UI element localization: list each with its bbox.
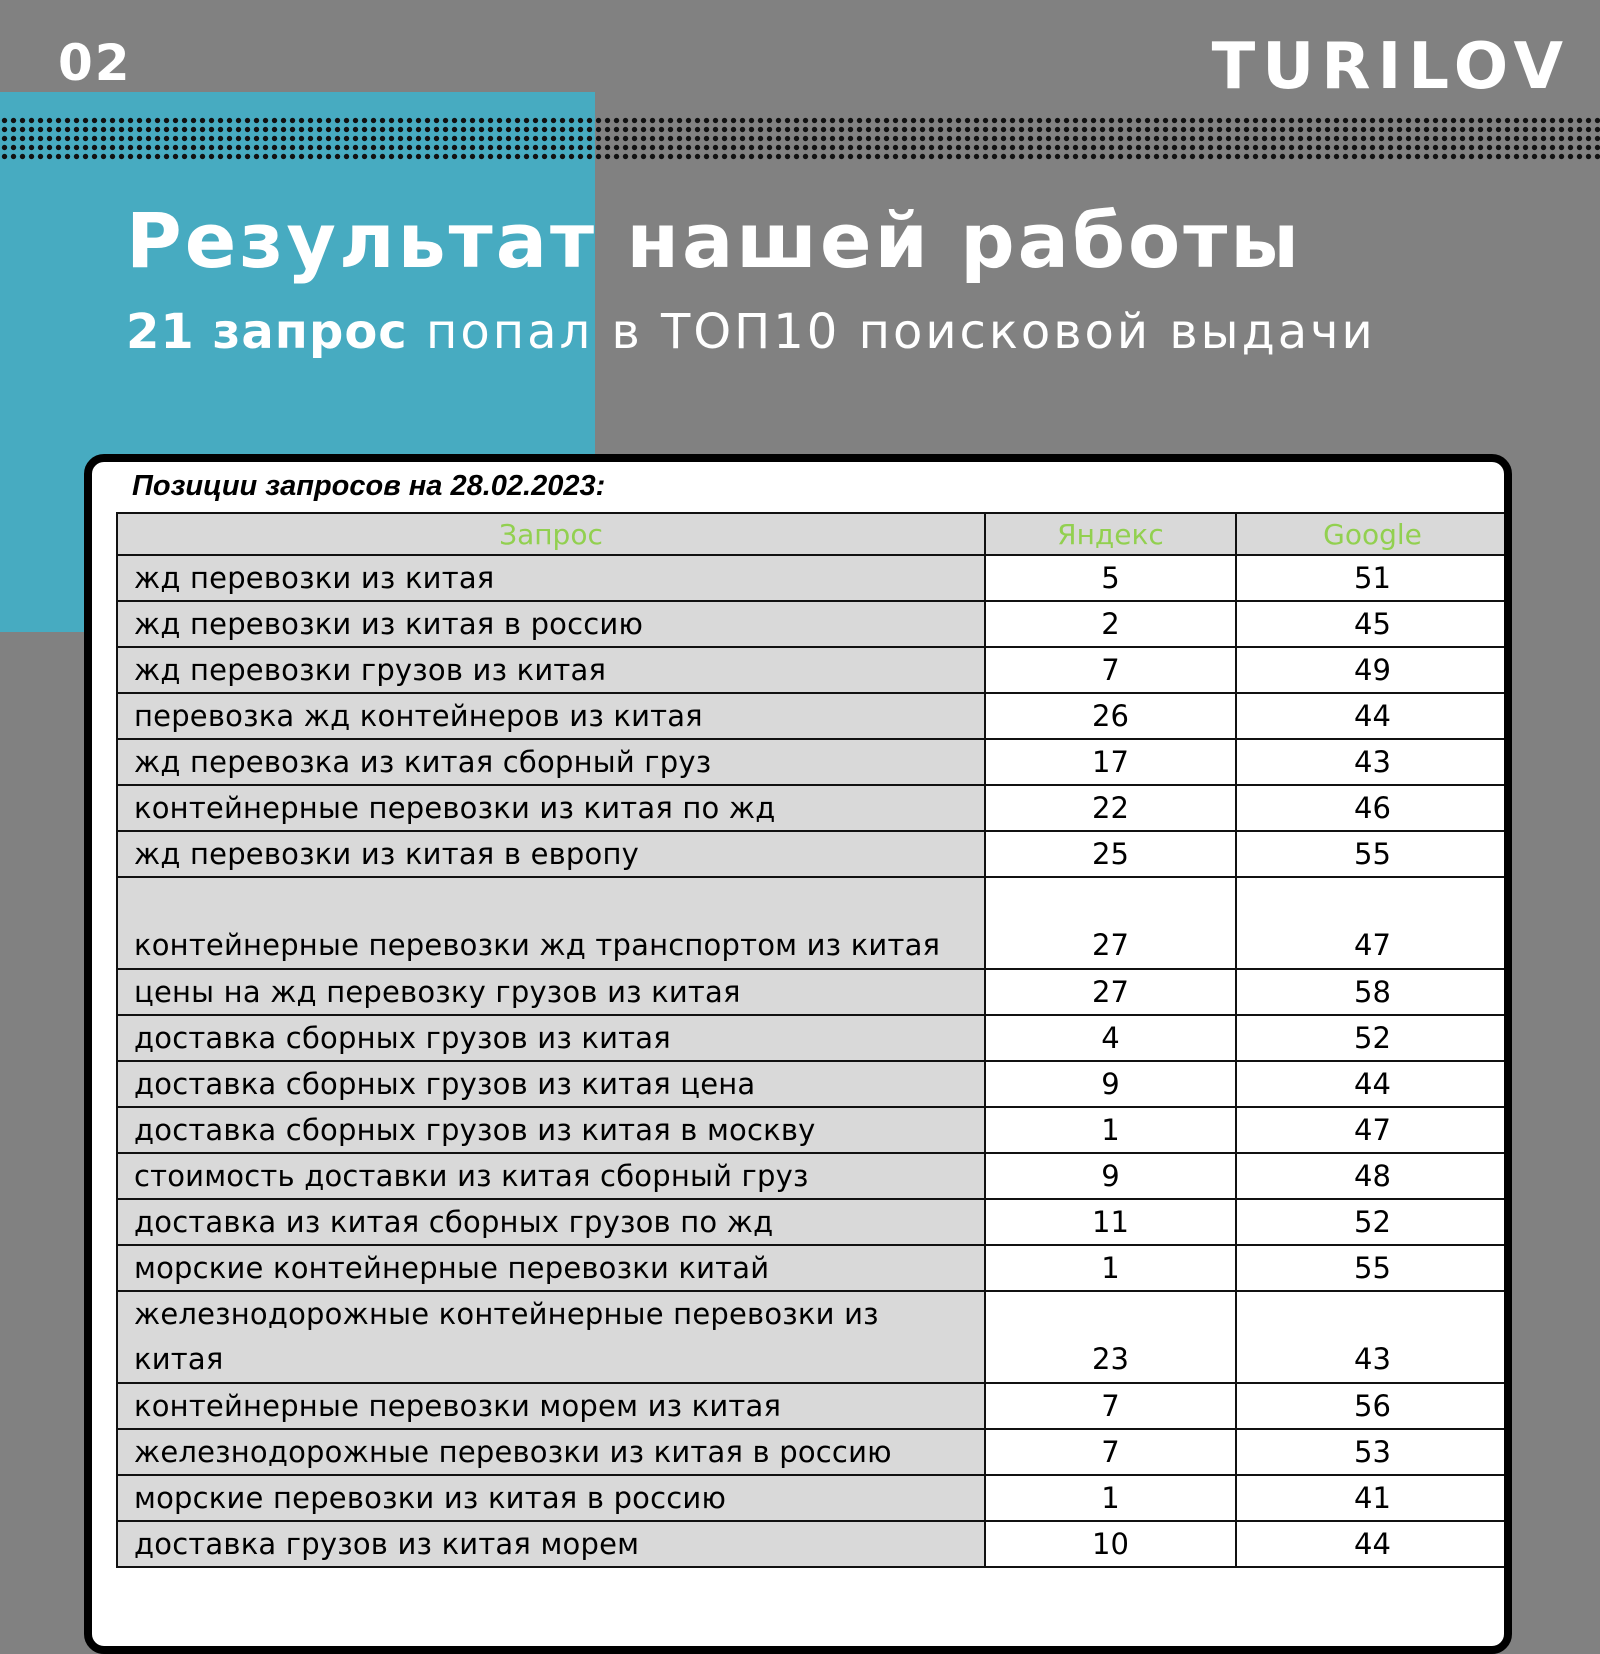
google-position-cell: 55 [1236,1245,1509,1291]
google-position-cell: 56 [1236,1383,1509,1429]
table-row [117,647,1509,693]
query-cell: перевозка жд контейнеров из китая [117,693,985,739]
query-cell: контейнерные перевозки жд транспортом из китая [117,877,985,969]
query-cell: жд перевозки грузов из китая [117,647,985,693]
query-cell: контейнерные перевозки из китая по жд [117,785,985,831]
table-row [117,1061,1509,1107]
query-cell: контейнерные перевозки морем из китая [117,1383,985,1429]
yandex-position-cell: 25 [985,831,1236,877]
column-header-yandex: Яндекс [985,513,1236,555]
table-caption: Позиции запросов на 28.02.2023: [132,470,606,502]
google-position-cell: 48 [1236,1153,1509,1199]
table-row [117,739,1509,785]
yandex-position-cell: 7 [985,1383,1236,1429]
table-row [117,1015,1509,1061]
yandex-position-cell: 2 [985,601,1236,647]
yandex-position-cell: 27 [985,877,1236,969]
query-cell: жд перевозки из китая в россию [117,601,985,647]
table-row [117,831,1509,877]
query-cell: доставка сборных грузов из китая в москву [117,1107,985,1153]
query-cell: цены на жд перевозку грузов из китая [117,969,985,1015]
query-cell: жд перевозки из китая [117,555,985,601]
table-row [117,1153,1509,1199]
yandex-position-cell: 10 [985,1521,1236,1567]
table-row [117,1245,1509,1291]
table-row [117,1383,1509,1429]
google-position-cell: 44 [1236,1521,1509,1567]
google-position-cell: 47 [1236,877,1509,969]
query-cell: доставка сборных грузов из китая [117,1015,985,1061]
google-position-cell: 47 [1236,1107,1509,1153]
table-row [117,1107,1509,1153]
dotted-divider [0,116,1600,162]
yandex-position-cell: 9 [985,1153,1236,1199]
yandex-position-cell: 11 [985,1199,1236,1245]
table-row [117,601,1509,647]
table-row [117,877,1509,969]
yandex-position-cell: 7 [985,647,1236,693]
google-position-cell: 51 [1236,555,1509,601]
table-row [117,1291,1509,1383]
brand-logo: TURILOV [1211,30,1570,104]
page-number: 02 [58,34,132,92]
query-cell: железнодорожные контейнерные перевозки из китая [117,1291,985,1383]
google-position-cell: 45 [1236,601,1509,647]
query-cell: морские перевозки из китая в россию [117,1475,985,1521]
table-row [117,785,1509,831]
google-position-cell: 43 [1236,739,1509,785]
page-title: Результат нашей работы [126,196,1303,285]
query-cell: жд перевозка из китая сборный груз [117,739,985,785]
yandex-position-cell: 22 [985,785,1236,831]
google-position-cell: 53 [1236,1429,1509,1475]
google-position-cell: 52 [1236,1199,1509,1245]
google-position-cell: 44 [1236,1061,1509,1107]
page-subtitle [126,304,1376,360]
table-row [117,1521,1509,1567]
column-header-google: Google [1236,513,1509,555]
google-position-cell: 55 [1236,831,1509,877]
query-cell: доставка из китая сборных грузов по жд [117,1199,985,1245]
table-row [117,1199,1509,1245]
results-card [84,454,1512,1654]
positions-table [116,512,1510,1568]
table-row [117,555,1509,601]
query-cell: стоимость доставки из китая сборный груз [117,1153,985,1199]
google-position-cell: 44 [1236,693,1509,739]
yandex-position-cell: 7 [985,1429,1236,1475]
yandex-position-cell: 1 [985,1475,1236,1521]
yandex-position-cell: 27 [985,969,1236,1015]
yandex-position-cell: 1 [985,1107,1236,1153]
yandex-position-cell: 1 [985,1245,1236,1291]
yandex-position-cell: 26 [985,693,1236,739]
google-position-cell: 52 [1236,1015,1509,1061]
table-row [117,969,1509,1015]
yandex-position-cell: 5 [985,555,1236,601]
subtitle-text: попал в ТОП10 поисковой выдачи [407,304,1376,360]
table-header-row [117,513,1509,555]
google-position-cell: 58 [1236,969,1509,1015]
query-cell: жд перевозки из китая в европу [117,831,985,877]
query-cell: морские контейнерные перевозки китай [117,1245,985,1291]
google-position-cell: 41 [1236,1475,1509,1521]
google-position-cell: 46 [1236,785,1509,831]
subtitle-highlight: 21 запрос [126,304,408,360]
table-row [117,1429,1509,1475]
yandex-position-cell: 4 [985,1015,1236,1061]
query-cell: доставка сборных грузов из китая цена [117,1061,985,1107]
table-row [117,1475,1509,1521]
query-cell: железнодорожные перевозки из китая в россию [117,1429,985,1475]
column-header-query: Запрос [117,513,985,555]
table-row [117,693,1509,739]
yandex-position-cell: 17 [985,739,1236,785]
google-position-cell: 49 [1236,647,1509,693]
google-position-cell: 43 [1236,1291,1509,1383]
yandex-position-cell: 23 [985,1291,1236,1383]
query-cell: доставка грузов из китая морем [117,1521,985,1567]
yandex-position-cell: 9 [985,1061,1236,1107]
